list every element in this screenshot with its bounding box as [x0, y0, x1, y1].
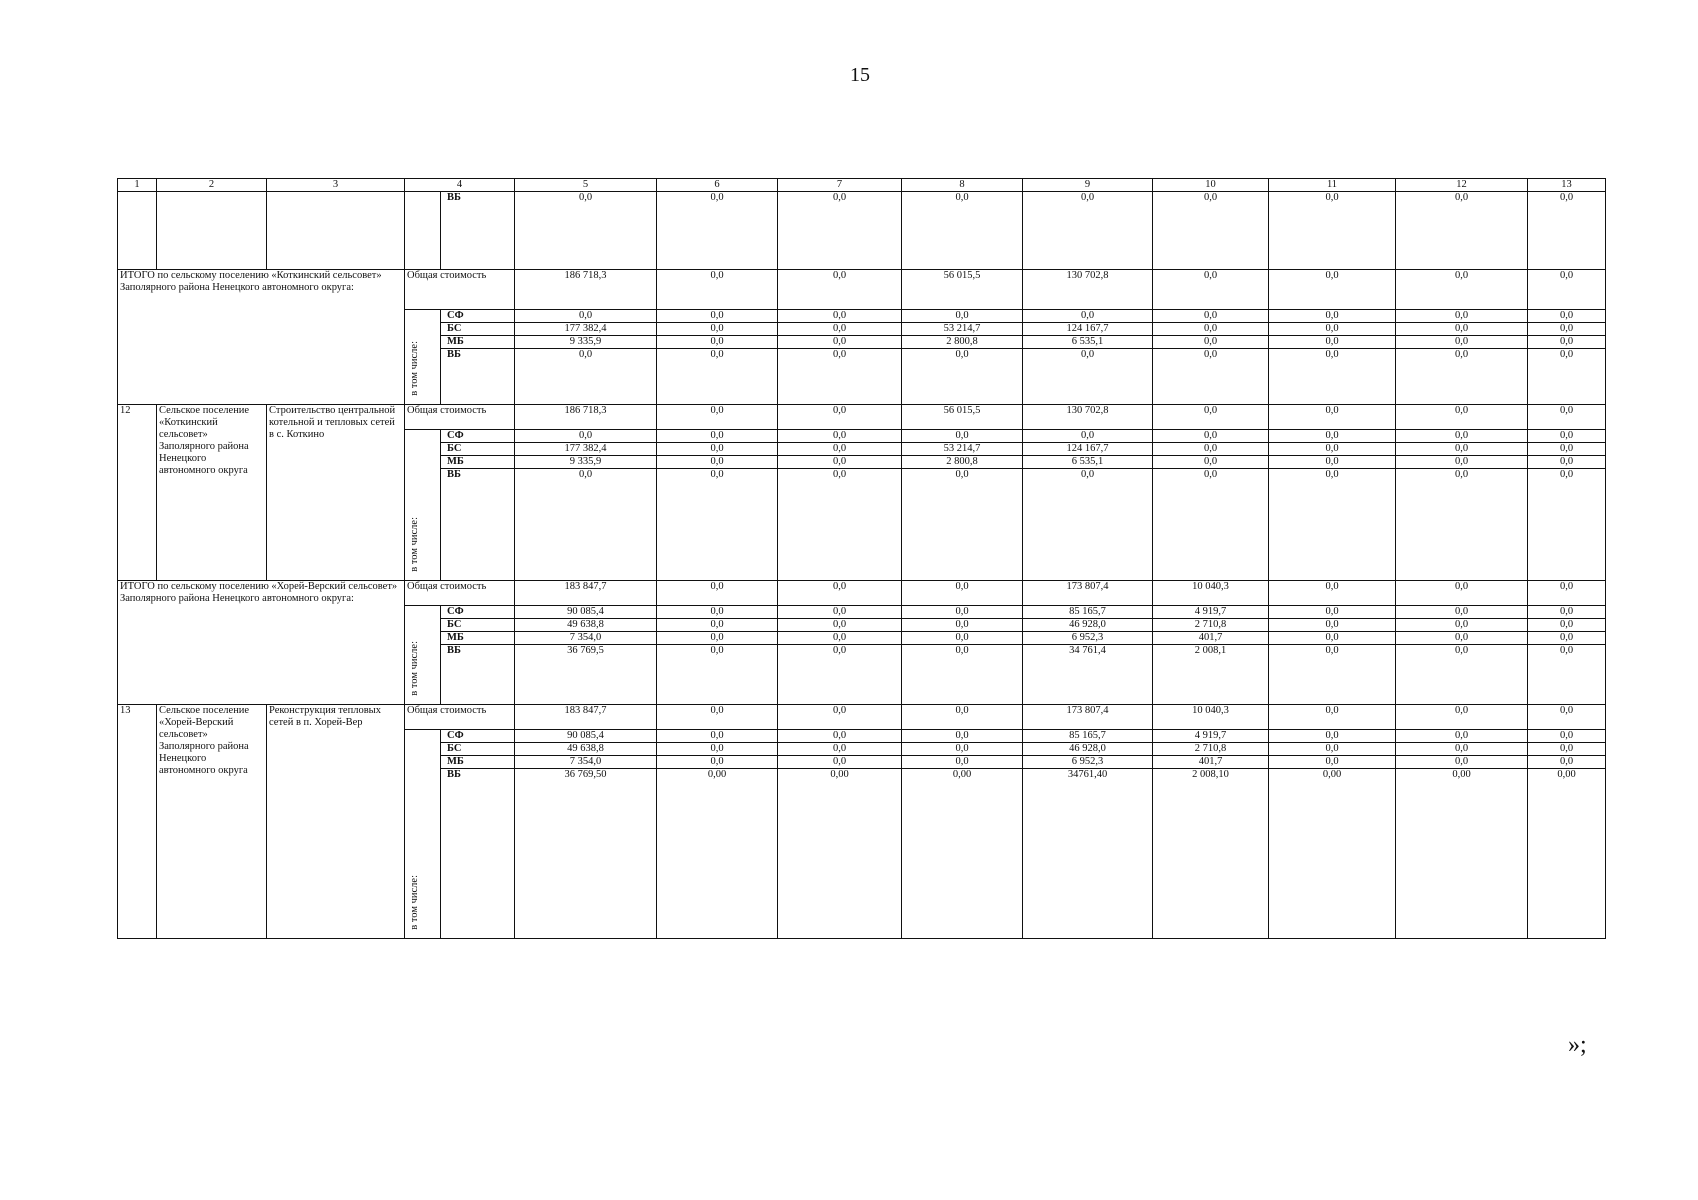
col-header: 4 [405, 179, 515, 192]
incl-cell [405, 730, 441, 939]
value-cell: 0,0 [657, 349, 778, 405]
value-cell: 0,0 [778, 756, 902, 769]
including-label: в том числе: [409, 875, 420, 930]
value-cell: 0,0 [1023, 310, 1153, 323]
value-cell: 6 535,1 [1023, 336, 1153, 349]
including-label: в том числе: [409, 641, 420, 696]
value-cell: 36 769,5 [515, 645, 657, 705]
total-value: 10 040,3 [1153, 705, 1269, 730]
value-cell: 0,0 [1153, 310, 1269, 323]
total-cost-label: Общая стоимость [405, 270, 515, 310]
value-cell: 0,0 [1396, 606, 1528, 619]
value-cell: 0,0 [778, 443, 902, 456]
value-cell: 0,0 [1396, 443, 1528, 456]
value-cell: 0,0 [1269, 756, 1396, 769]
value-cell: 0,0 [902, 469, 1023, 581]
settlement-name: Сельское поселение «Коткинский сельсовет» Заполярного района Ненецкого автономного округа [157, 405, 267, 581]
total-value: 0,0 [1528, 705, 1606, 730]
total-value: 0,0 [778, 405, 902, 430]
col-header: 13 [1528, 179, 1606, 192]
total-value: 186 718,3 [515, 405, 657, 430]
value-cell: 0,00 [657, 769, 778, 939]
col-header: 7 [778, 179, 902, 192]
value-cell: 0,0 [902, 756, 1023, 769]
value-cell: 0,0 [902, 645, 1023, 705]
value-cell: 0,0 [778, 336, 902, 349]
value-cell: 0,0 [778, 632, 902, 645]
value-cell: 0,0 [1023, 349, 1153, 405]
value-cell: 2 008,10 [1153, 769, 1269, 939]
value-cell: 0,0 [1528, 192, 1606, 270]
value-cell: 0,00 [1396, 769, 1528, 939]
value-cell: 0,0 [902, 310, 1023, 323]
value-cell: 0,0 [515, 469, 657, 581]
value-cell: 0,0 [1528, 730, 1606, 743]
total-value: 0,0 [1269, 270, 1396, 310]
value-cell: 0,0 [657, 632, 778, 645]
value-cell: 0,0 [1023, 192, 1153, 270]
value-cell: 0,0 [1269, 336, 1396, 349]
total-title: ИТОГО по сельскому поселению «Коткинский сельсовет» Заполярного района Ненецкого автономного округа: [118, 270, 405, 405]
empty-cell [157, 192, 267, 270]
total-row [118, 270, 1606, 310]
total-value: 10 040,3 [1153, 581, 1269, 606]
value-cell: 0,0 [657, 606, 778, 619]
value-cell: 0,0 [902, 632, 1023, 645]
value-cell: 0,0 [1269, 632, 1396, 645]
page-number: 15 [850, 64, 870, 86]
total-value: 56 015,5 [902, 270, 1023, 310]
value-cell: 0,0 [778, 619, 902, 632]
col-header: 11 [1269, 179, 1396, 192]
total-value: 0,0 [1269, 581, 1396, 606]
value-cell: 46 928,0 [1023, 619, 1153, 632]
value-cell: 0,0 [1269, 323, 1396, 336]
value-cell: 49 638,8 [515, 619, 657, 632]
value-cell: 0,0 [778, 323, 902, 336]
value-cell: 0,0 [1396, 192, 1528, 270]
item-row [118, 705, 1606, 730]
value-cell: 0,0 [1153, 469, 1269, 581]
value-cell: 0,0 [1153, 456, 1269, 469]
value-cell: 53 214,7 [902, 323, 1023, 336]
value-cell: 0,0 [657, 756, 778, 769]
total-value: 0,0 [657, 405, 778, 430]
value-cell: 53 214,7 [902, 443, 1023, 456]
value-cell: 7 354,0 [515, 756, 657, 769]
col-header: 6 [657, 179, 778, 192]
fund-label: БС [441, 619, 515, 632]
value-cell: 0,0 [657, 336, 778, 349]
value-cell: 0,0 [1153, 192, 1269, 270]
value-cell: 9 335,9 [515, 456, 657, 469]
total-value: 130 702,8 [1023, 405, 1153, 430]
fund-label: МБ [441, 756, 515, 769]
value-cell: 0,0 [1396, 349, 1528, 405]
value-cell: 0,0 [1269, 430, 1396, 443]
incl-cell [405, 430, 441, 581]
total-value: 173 807,4 [1023, 705, 1153, 730]
value-cell: 0,0 [657, 430, 778, 443]
total-value: 130 702,8 [1023, 270, 1153, 310]
value-cell: 0,0 [657, 619, 778, 632]
value-cell: 0,00 [778, 769, 902, 939]
value-cell: 401,7 [1153, 632, 1269, 645]
value-cell: 0,0 [1396, 336, 1528, 349]
including-label: в том числе: [409, 341, 420, 396]
value-cell: 0,0 [1396, 645, 1528, 705]
value-cell: 0,0 [1528, 430, 1606, 443]
empty-cell [118, 192, 157, 270]
value-cell: 0,0 [1528, 756, 1606, 769]
total-value: 183 847,7 [515, 705, 657, 730]
value-cell: 6 535,1 [1023, 456, 1153, 469]
value-cell: 0,0 [1396, 730, 1528, 743]
value-cell: 0,0 [657, 456, 778, 469]
value-cell: 0,0 [1528, 310, 1606, 323]
total-value: 0,0 [657, 581, 778, 606]
value-cell: 0,0 [1153, 443, 1269, 456]
value-cell: 177 382,4 [515, 443, 657, 456]
value-cell: 0,0 [1528, 469, 1606, 581]
col-header: 2 [157, 179, 267, 192]
total-cost-label: Общая стоимость [405, 581, 515, 606]
total-value: 0,0 [902, 705, 1023, 730]
value-cell: 0,0 [902, 619, 1023, 632]
item-row [118, 405, 1606, 430]
fund-label: СФ [441, 310, 515, 323]
fund-label: ВБ [441, 192, 515, 270]
total-value: 0,0 [1528, 581, 1606, 606]
value-cell: 0,0 [1269, 730, 1396, 743]
value-cell: 0,0 [1153, 323, 1269, 336]
value-cell: 0,0 [1528, 606, 1606, 619]
total-value: 183 847,7 [515, 581, 657, 606]
value-cell: 0,0 [515, 192, 657, 270]
value-cell: 0,0 [515, 349, 657, 405]
value-cell: 0,0 [1269, 310, 1396, 323]
value-cell: 34 761,4 [1023, 645, 1153, 705]
total-value: 0,0 [1528, 270, 1606, 310]
value-cell: 0,0 [778, 456, 902, 469]
value-cell: 0,0 [1269, 192, 1396, 270]
value-cell: 0,0 [657, 310, 778, 323]
col-header: 8 [902, 179, 1023, 192]
value-cell: 0,0 [1153, 336, 1269, 349]
fund-label: БС [441, 323, 515, 336]
fund-label: ВБ [441, 469, 515, 581]
value-cell: 0,0 [1269, 743, 1396, 756]
value-cell: 0,0 [657, 645, 778, 705]
value-cell: 0,0 [1528, 619, 1606, 632]
value-cell: 0,0 [1396, 456, 1528, 469]
total-value: 0,0 [902, 581, 1023, 606]
value-cell: 0,0 [778, 469, 902, 581]
col-header: 1 [118, 179, 157, 192]
value-cell: 6 952,3 [1023, 632, 1153, 645]
value-cell: 85 165,7 [1023, 606, 1153, 619]
col-header: 3 [267, 179, 405, 192]
value-cell: 0,0 [1269, 619, 1396, 632]
closing-quote: »; [1568, 1032, 1587, 1058]
value-cell: 0,0 [1528, 443, 1606, 456]
total-value: 0,0 [1396, 581, 1528, 606]
value-cell: 0,00 [902, 769, 1023, 939]
value-cell: 0,0 [902, 743, 1023, 756]
value-cell: 90 085,4 [515, 730, 657, 743]
value-cell: 0,0 [778, 192, 902, 270]
project-name: Строительство центральной котельной и тепловых сетей в с. Коткино [267, 405, 405, 581]
value-cell: 7 354,0 [515, 632, 657, 645]
total-cost-label: Общая стоимость [405, 705, 515, 730]
value-cell: 0,0 [902, 349, 1023, 405]
fund-label: МБ [441, 632, 515, 645]
value-cell: 0,0 [1528, 743, 1606, 756]
value-cell: 0,00 [1528, 769, 1606, 939]
fund-label: СФ [441, 606, 515, 619]
value-cell: 0,0 [778, 606, 902, 619]
fund-label: БС [441, 443, 515, 456]
value-cell: 0,0 [1269, 349, 1396, 405]
total-value: 0,0 [1153, 405, 1269, 430]
col-header: 12 [1396, 179, 1528, 192]
value-cell: 49 638,8 [515, 743, 657, 756]
value-cell: 0,0 [902, 430, 1023, 443]
value-cell: 0,0 [1023, 469, 1153, 581]
fund-label: ВБ [441, 349, 515, 405]
value-cell: 90 085,4 [515, 606, 657, 619]
project-name: Реконструкция тепловых сетей в п. Хорей-Вер [267, 705, 405, 939]
column-number-row [118, 179, 1606, 192]
value-cell: 0,0 [515, 430, 657, 443]
value-cell: 0,0 [1528, 349, 1606, 405]
total-cost-label: Общая стоимость [405, 405, 515, 430]
total-value: 0,0 [1396, 270, 1528, 310]
total-value: 0,0 [1396, 405, 1528, 430]
continuation-row [118, 192, 1606, 270]
total-title: ИТОГО по сельскому поселению «Хорей-Верский сельсовет» Заполярного района Ненецкого автономного округа: [118, 581, 405, 705]
value-cell: 0,0 [515, 310, 657, 323]
total-value: 0,0 [657, 705, 778, 730]
value-cell: 0,0 [1269, 456, 1396, 469]
value-cell: 2 800,8 [902, 456, 1023, 469]
total-value: 0,0 [1396, 705, 1528, 730]
col-header: 9 [1023, 179, 1153, 192]
value-cell: 0,0 [657, 323, 778, 336]
incl-cell [405, 606, 441, 705]
total-value: 0,0 [778, 705, 902, 730]
value-cell: 0,0 [1269, 606, 1396, 619]
value-cell: 34761,40 [1023, 769, 1153, 939]
value-cell: 6 952,3 [1023, 756, 1153, 769]
value-cell: 4 919,7 [1153, 730, 1269, 743]
value-cell: 0,0 [1153, 349, 1269, 405]
settlement-name: Сельское поселение «Хорей-Верский сельсовет» Заполярного района Ненецкого автономного округа [157, 705, 267, 939]
total-value: 0,0 [657, 270, 778, 310]
value-cell: 85 165,7 [1023, 730, 1153, 743]
total-value: 0,0 [778, 270, 902, 310]
value-cell: 9 335,9 [515, 336, 657, 349]
value-cell: 0,0 [778, 645, 902, 705]
incl-cell [405, 310, 441, 405]
value-cell: 0,0 [1269, 645, 1396, 705]
value-cell: 0,0 [657, 743, 778, 756]
value-cell: 0,00 [1269, 769, 1396, 939]
value-cell: 0,0 [1396, 756, 1528, 769]
value-cell: 0,0 [1396, 430, 1528, 443]
total-row [118, 581, 1606, 606]
value-cell: 46 928,0 [1023, 743, 1153, 756]
value-cell: 2 800,8 [902, 336, 1023, 349]
fund-label: СФ [441, 730, 515, 743]
value-cell: 0,0 [657, 730, 778, 743]
budget-table [117, 178, 1606, 939]
value-cell: 0,0 [1396, 469, 1528, 581]
value-cell: 0,0 [1528, 456, 1606, 469]
value-cell: 0,0 [1396, 323, 1528, 336]
value-cell: 2 008,1 [1153, 645, 1269, 705]
empty-cell [405, 192, 441, 270]
fund-label: ВБ [441, 769, 515, 939]
value-cell: 0,0 [778, 743, 902, 756]
col-header: 10 [1153, 179, 1269, 192]
value-cell: 0,0 [778, 349, 902, 405]
fund-label: СФ [441, 430, 515, 443]
value-cell: 0,0 [1396, 743, 1528, 756]
fund-label: МБ [441, 456, 515, 469]
fund-label: БС [441, 743, 515, 756]
value-cell: 0,0 [657, 192, 778, 270]
item-number: 12 [118, 405, 157, 581]
value-cell: 0,0 [1023, 430, 1153, 443]
value-cell: 0,0 [902, 192, 1023, 270]
total-value: 0,0 [1269, 705, 1396, 730]
total-value: 173 807,4 [1023, 581, 1153, 606]
value-cell: 0,0 [902, 606, 1023, 619]
value-cell: 0,0 [778, 430, 902, 443]
value-cell: 0,0 [1269, 443, 1396, 456]
item-number: 13 [118, 705, 157, 939]
value-cell: 0,0 [657, 469, 778, 581]
value-cell: 177 382,4 [515, 323, 657, 336]
total-value: 56 015,5 [902, 405, 1023, 430]
value-cell: 401,7 [1153, 756, 1269, 769]
including-label: в том числе: [409, 517, 420, 572]
fund-label: ВБ [441, 645, 515, 705]
total-value: 0,0 [1153, 270, 1269, 310]
value-cell: 4 919,7 [1153, 606, 1269, 619]
value-cell: 0,0 [657, 443, 778, 456]
value-cell: 0,0 [1153, 430, 1269, 443]
value-cell: 2 710,8 [1153, 743, 1269, 756]
col-header: 5 [515, 179, 657, 192]
value-cell: 0,0 [1528, 323, 1606, 336]
value-cell: 0,0 [1269, 469, 1396, 581]
value-cell: 124 167,7 [1023, 443, 1153, 456]
value-cell: 124 167,7 [1023, 323, 1153, 336]
value-cell: 0,0 [902, 730, 1023, 743]
total-value: 186 718,3 [515, 270, 657, 310]
value-cell: 0,0 [1396, 632, 1528, 645]
fund-label: МБ [441, 336, 515, 349]
value-cell: 0,0 [1528, 632, 1606, 645]
value-cell: 0,0 [1528, 336, 1606, 349]
value-cell: 2 710,8 [1153, 619, 1269, 632]
value-cell: 36 769,50 [515, 769, 657, 939]
value-cell: 0,0 [1528, 645, 1606, 705]
total-value: 0,0 [1528, 405, 1606, 430]
value-cell: 0,0 [1396, 310, 1528, 323]
value-cell: 0,0 [778, 310, 902, 323]
total-value: 0,0 [1269, 405, 1396, 430]
value-cell: 0,0 [1396, 619, 1528, 632]
total-value: 0,0 [778, 581, 902, 606]
empty-cell [267, 192, 405, 270]
value-cell: 0,0 [778, 730, 902, 743]
